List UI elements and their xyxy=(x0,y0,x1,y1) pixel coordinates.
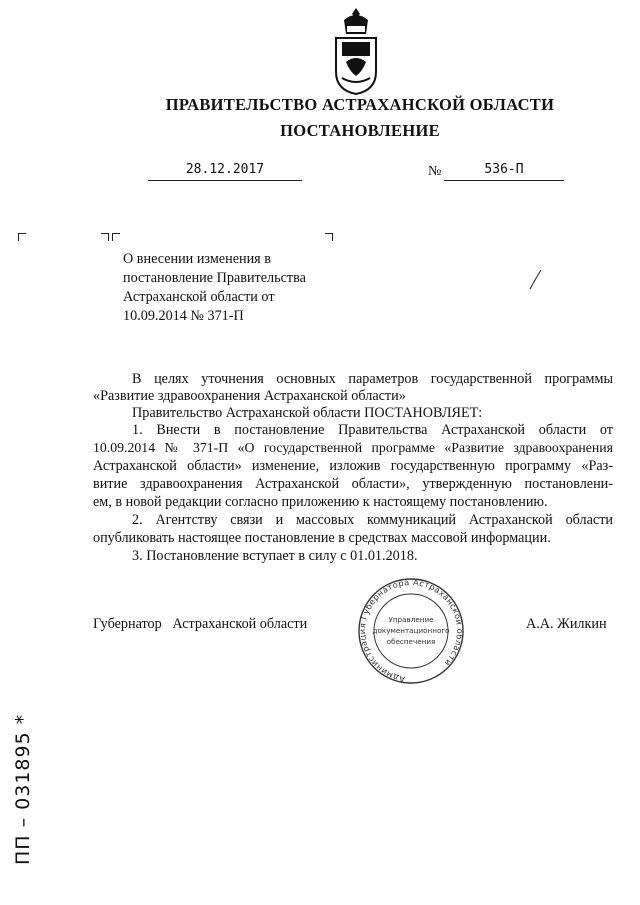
official-stamp xyxy=(348,576,474,686)
stamp-ring-text: Администрация Губернатора Астраханской области xyxy=(357,576,466,685)
stamp-center-line: обеспечения xyxy=(386,637,436,646)
subject-block xyxy=(123,250,306,326)
body-line: «Развитие здравоохранения Астраханской области» xyxy=(93,388,406,404)
document-type: ПОСТАНОВЛЕНИЕ xyxy=(280,121,440,140)
body-line: 2. Агентству связи и массовых коммуникаций Астраханской области xyxy=(132,512,613,528)
corner-mark xyxy=(18,233,26,241)
body-line: 3. Постановление вступает в силу с 01.01.2018. xyxy=(132,548,418,564)
body-line: Астраханской области» изменение, изложив государственную программу «Раз- xyxy=(93,458,613,474)
body-line: 10.09.2014 № 371-П «О государственной программе «Развитие здравоохранения xyxy=(93,440,613,455)
subject-line: постановление Правительства xyxy=(123,270,306,286)
organization-title: ПРАВИТЕЛЬСТВО АСТРАХАНСКОЙ ОБЛАСТИ xyxy=(165,95,555,114)
serial-number: ПП – 031895 * xyxy=(12,713,34,865)
body-line: опубликовать настоящее постановление в средствах массовой информации. xyxy=(93,530,551,546)
date-underline xyxy=(148,180,302,181)
body-line: В целях уточнения основных параметров государственной программы xyxy=(132,371,613,387)
stamp-center-line: документационного xyxy=(372,626,450,635)
number-underline xyxy=(444,180,564,181)
subject-line: Астраханской области от xyxy=(123,289,275,305)
body-line: Правительство Астраханской области ПОСТАНОВЛЯЕТ: xyxy=(132,405,483,421)
body-line: ем, в новой редакции согласно приложению к настоящему постановлению. xyxy=(93,494,548,510)
document-number: 536-П xyxy=(484,162,524,177)
body-line: 1. Внести в постановление Правительства Астраханской области от xyxy=(132,422,613,438)
signatory-title: Губернатор Астраханской области xyxy=(93,616,308,632)
pen-mark-icon xyxy=(526,268,544,292)
serial-number-block xyxy=(8,705,38,865)
number-sign: № xyxy=(428,164,442,179)
corner-mark xyxy=(112,233,120,241)
corner-mark xyxy=(101,233,109,241)
subject-line: О внесении изменения в xyxy=(123,251,271,267)
corner-mark xyxy=(325,233,333,241)
document-date: 28.12.2017 xyxy=(185,162,265,177)
coat-of-arms-icon xyxy=(330,6,382,96)
body-line: витие здравоохранения Астраханской области», утвержденную постановлени- xyxy=(93,476,613,492)
subject-line: 10.09.2014 № 371-П xyxy=(123,308,244,324)
signatory-name: А.А. Жилкин xyxy=(526,616,607,632)
stamp-center-line: Управление xyxy=(388,615,434,624)
